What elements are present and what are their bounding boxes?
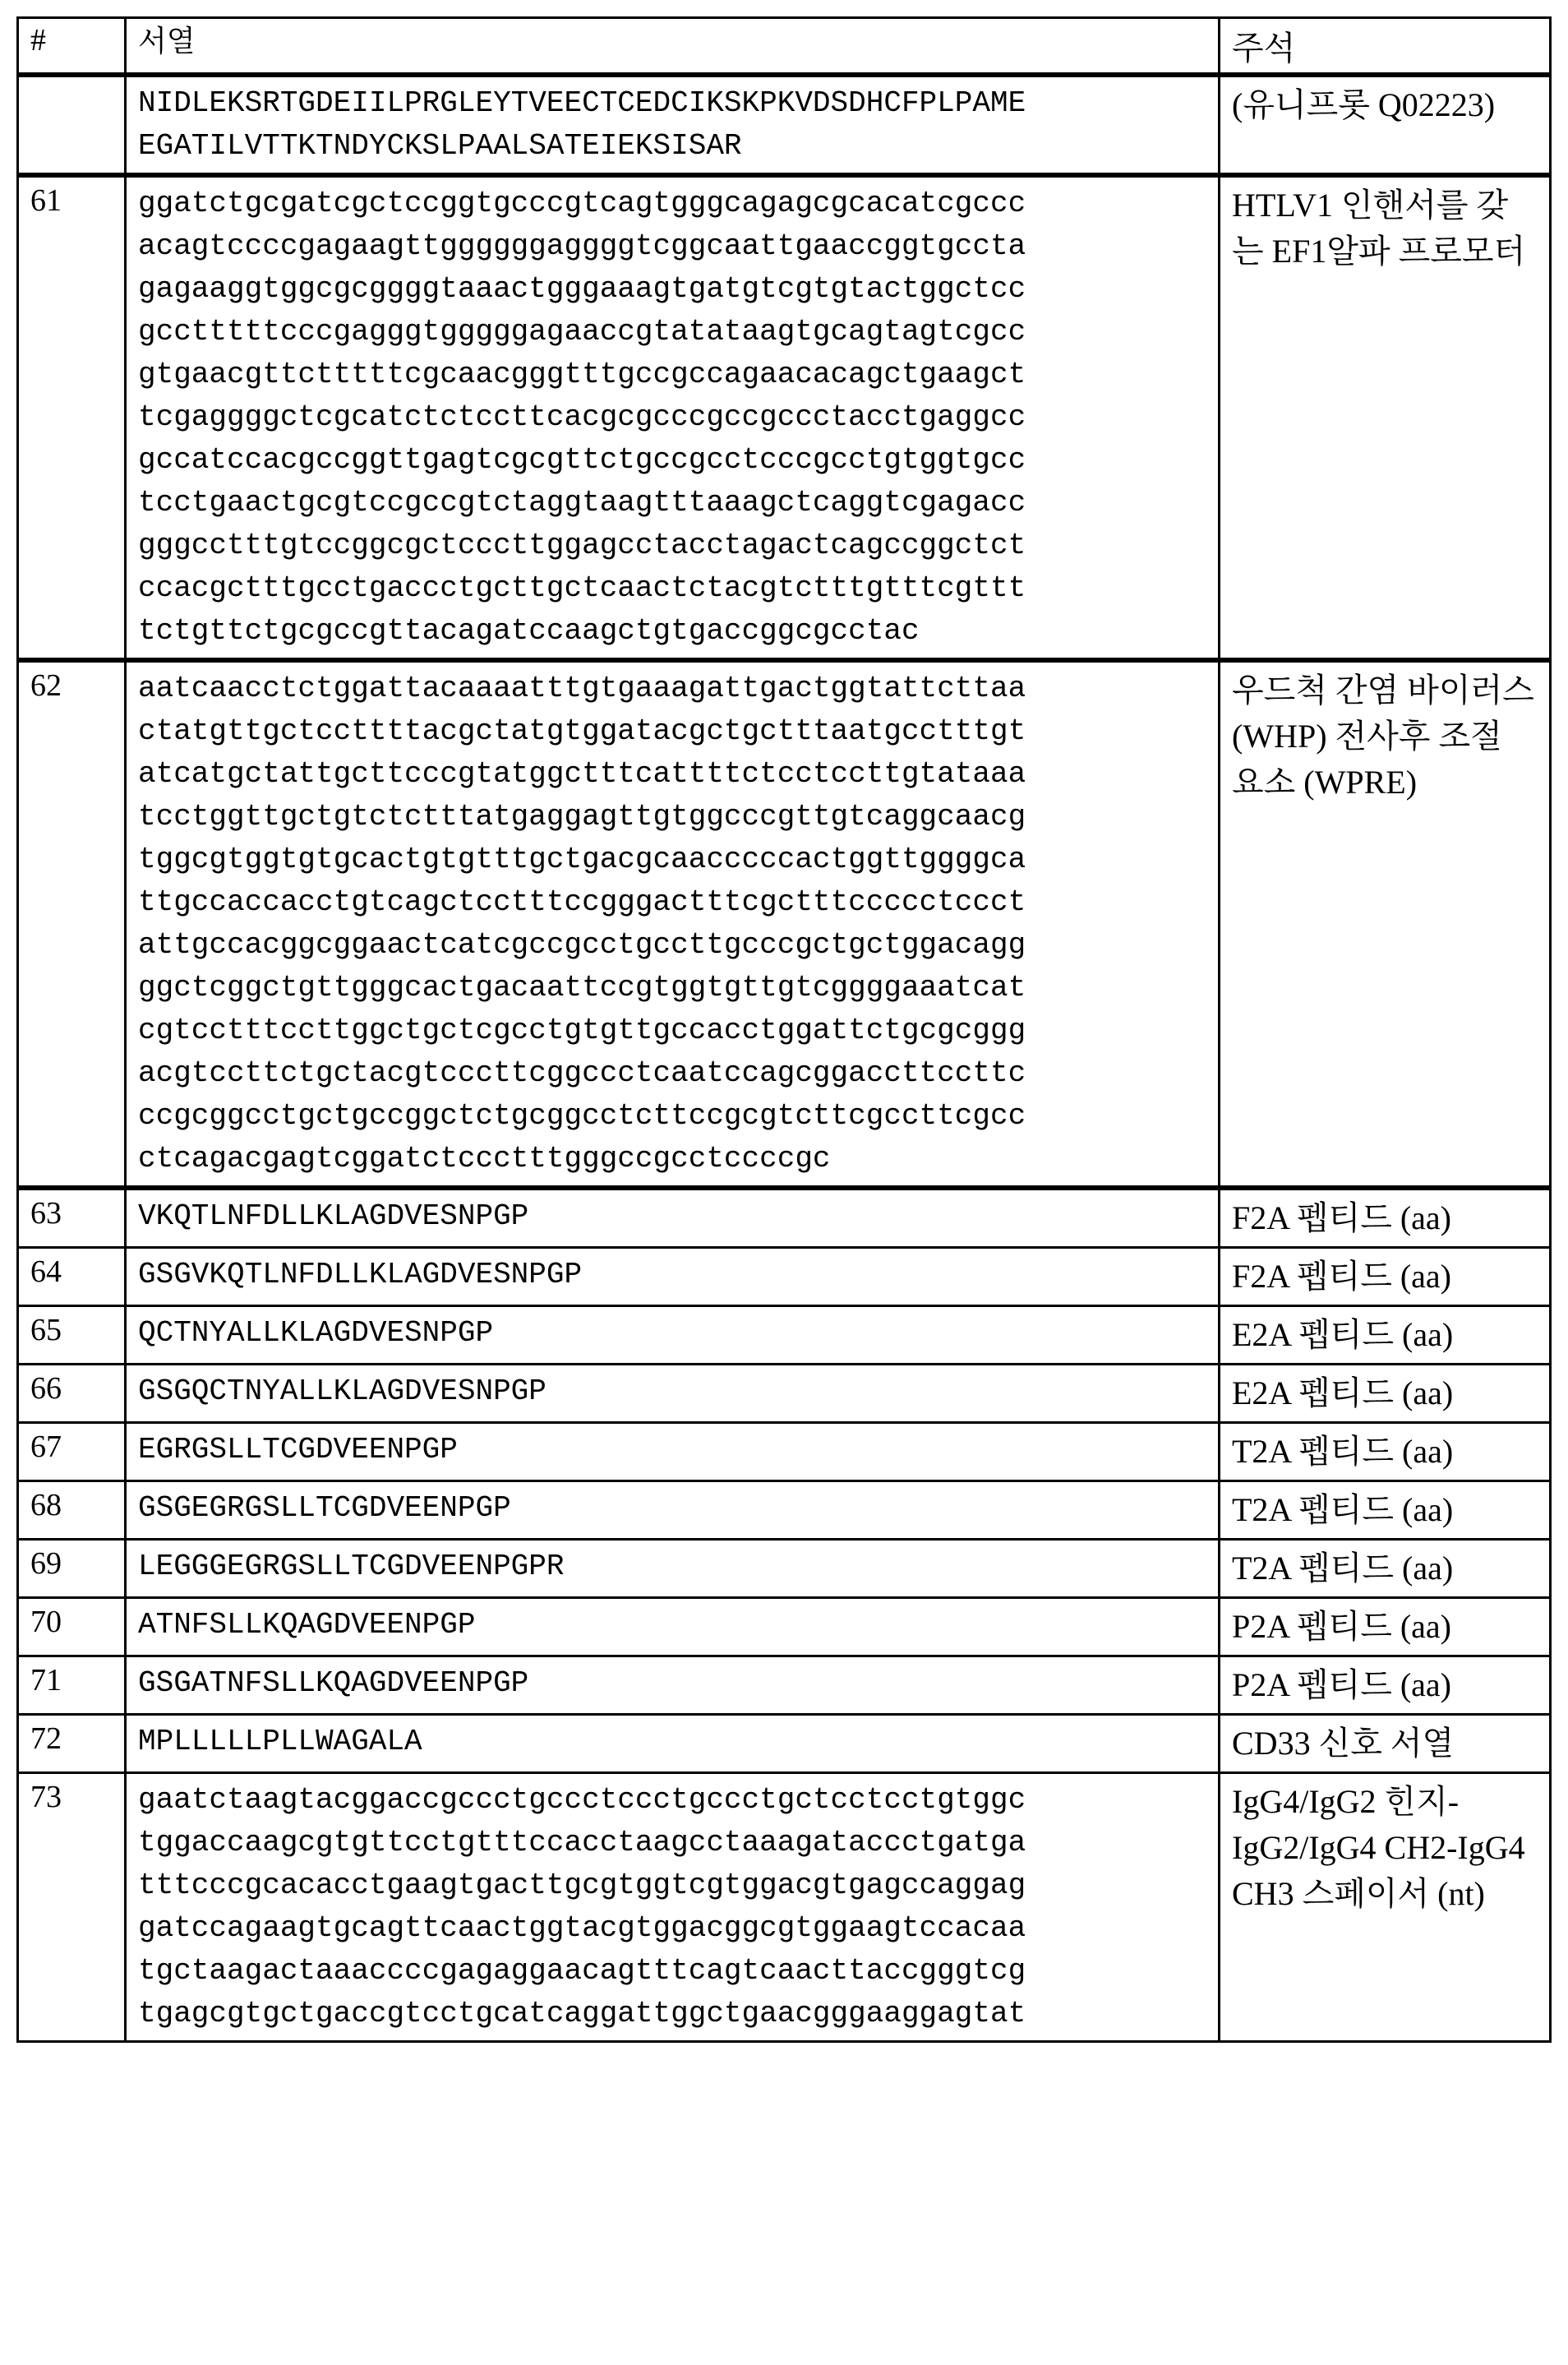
row-sequence: LEGGGEGRGSLLTCGDVEENPGPR — [126, 1540, 1220, 1598]
row-annotation: IgG4/IgG2 힌지-IgG2/IgG4 CH2-IgG4 CH3 스페이서 (nt) — [1220, 1773, 1551, 2042]
row-number: 64 — [18, 1248, 126, 1306]
row-number: 66 — [18, 1365, 126, 1423]
row-sequence: NIDLEKSRTGDEIILPRGLEYTVEECTCEDCIKSKPKVDSDHCFPLPAME EGATILVTTKTNDYCKSLPAALSATEIEKSISAR — [126, 75, 1220, 175]
row-number: 62 — [18, 660, 126, 1188]
row-number: 72 — [18, 1715, 126, 1773]
row-annotation: (유니프롯 Q02223) — [1220, 75, 1551, 175]
table-row — [18, 1598, 1551, 1656]
table-row — [18, 1248, 1551, 1306]
row-number: 71 — [18, 1656, 126, 1715]
header-num: # — [18, 18, 126, 76]
row-sequence: MPLLLLLPLLWAGALA — [126, 1715, 1220, 1773]
table-row — [18, 660, 1551, 1188]
row-number: 69 — [18, 1540, 126, 1598]
table-row — [18, 1540, 1551, 1598]
row-sequence: GSGATNFSLLKQAGDVEENPGP — [126, 1656, 1220, 1715]
table-row — [18, 1423, 1551, 1481]
table-row — [18, 175, 1551, 660]
row-annotation: T2A 펩티드 (aa) — [1220, 1540, 1551, 1598]
row-number: 65 — [18, 1306, 126, 1365]
row-annotation: F2A 펩티드 (aa) — [1220, 1188, 1551, 1248]
row-sequence: ggatctgcgatcgctccggtgcccgtcagtgggcagagcgcacatcgccc acagtccccgagaagttggggggaggggtcggcaattgaaccggtgccta gagaaggtggcgcggggtaaactgggaaagtgatgtcgtgtactggctcc gcctttttcccgagggtgggggagaaccgtatataagtgcagtagtcgcc gtgaacgttctttttcgcaacgggtttgccgccagaacacagctgaagct tcgaggggctcgcatctctccttcacgcgcccgccgccctacctgaggcc gccatccacgccggttgagtcgcgttctgccgcctcccgcctgtggtgcc tcctgaactgcgtccgccgtctaggtaagtttaaagctcaggtcgagacc gggcctttgtccggcgctcccttggagcctacctagactcagccggctct ccacgctttgcctgaccctgcttgctcaactctacgtctttgtttcgttt tctgttctgcgccgttacagatccaagctgtgaccggcgcctac — [126, 175, 1220, 660]
table-row — [18, 75, 1551, 175]
row-annotation: E2A 펩티드 (aa) — [1220, 1365, 1551, 1423]
row-annotation: P2A 펩티드 (aa) — [1220, 1598, 1551, 1656]
row-sequence: QCTNYALLKLAGDVESNPGP — [126, 1306, 1220, 1365]
row-number: 73 — [18, 1773, 126, 2042]
table-row — [18, 1188, 1551, 1248]
table-row — [18, 1773, 1551, 2042]
table-row — [18, 1656, 1551, 1715]
table-row — [18, 1306, 1551, 1365]
row-annotation: E2A 펩티드 (aa) — [1220, 1306, 1551, 1365]
row-annotation: F2A 펩티드 (aa) — [1220, 1248, 1551, 1306]
row-sequence: gaatctaagtacggaccgccctgccctccctgccctgctcctcctgtggc tggaccaagcgtgttcctgtttccacctaagcctaaagataccctgatga tttcccgcacacctgaagtgacttgcgtggtcgtggacgtgagccaggag gatccagaagtgcagttcaactggtacgtggacggcgtggaagtccacaa tgctaagactaaaccccgagaggaacagtttcagtcaacttaccgggtcg tgagcgtgctgaccgtcctgcatcaggattggctgaacgggaaggagtat — [126, 1773, 1220, 2042]
row-number: 61 — [18, 175, 126, 660]
row-annotation: P2A 펩티드 (aa) — [1220, 1656, 1551, 1715]
table-row — [18, 1365, 1551, 1423]
row-sequence: GSGVKQTLNFDLLKLAGDVESNPGP — [126, 1248, 1220, 1306]
row-sequence: GSGQCTNYALLKLAGDVESNPGP — [126, 1365, 1220, 1423]
table-header — [18, 18, 1551, 76]
sequence-table — [16, 16, 1552, 2043]
table-row — [18, 1715, 1551, 1773]
row-annotation: CD33 신호 서열 — [1220, 1715, 1551, 1773]
row-annotation: T2A 펩티드 (aa) — [1220, 1481, 1551, 1540]
header-note: 주석 — [1220, 18, 1551, 76]
row-number — [18, 75, 126, 175]
row-sequence: VKQTLNFDLLKLAGDVESNPGP — [126, 1188, 1220, 1248]
table-row — [18, 1481, 1551, 1540]
row-number: 67 — [18, 1423, 126, 1481]
row-sequence: aatcaacctctggattacaaaatttgtgaaagattgactggtattcttaa ctatgttgctccttttacgctatgtggatacgctgctttaatgcctttgt atcatgctattgcttcccgtatggctttcattttctcctccttgtataaa tcctggttgctgtctctttatgaggagttgtggcccgttgtcaggcaacg tggcgtggtgtgcactgtgtttgctgacgcaacccccactggttggggca ttgccaccacctgtcagctcctttccgggactttcgctttccccctccct attgccacggcggaactcatcgccgcctgccttgcccgctgctggacagg ggctcggctgttgggcactgacaattccgtggtgttgtcggggaaatcat cgtcctttccttggctgctcgcctgtgttgccacctggattctgcgcggg acgtccttctgctacgtcccttcggccctcaatccagcggaccttccttc ccgcggcctgctgccggctctgcggcctcttccgcgtcttcgccttcgcc ctcagacgagtcggatctccctttgggccgcctccccgc — [126, 660, 1220, 1188]
row-number: 63 — [18, 1188, 126, 1248]
row-number: 68 — [18, 1481, 126, 1540]
row-annotation: 우드척 간염 바이러스 (WHP) 전사후 조절 요소 (WPRE) — [1220, 660, 1551, 1188]
row-annotation: HTLV1 인핸서를 갖는 EF1알파 프로모터 — [1220, 175, 1551, 660]
row-number: 70 — [18, 1598, 126, 1656]
row-sequence: GSGEGRGSLLTCGDVEENPGP — [126, 1481, 1220, 1540]
row-annotation: T2A 펩티드 (aa) — [1220, 1423, 1551, 1481]
row-sequence: EGRGSLLTCGDVEENPGP — [126, 1423, 1220, 1481]
header-seq: 서열 — [126, 18, 1220, 76]
row-sequence: ATNFSLLKQAGDVEENPGP — [126, 1598, 1220, 1656]
